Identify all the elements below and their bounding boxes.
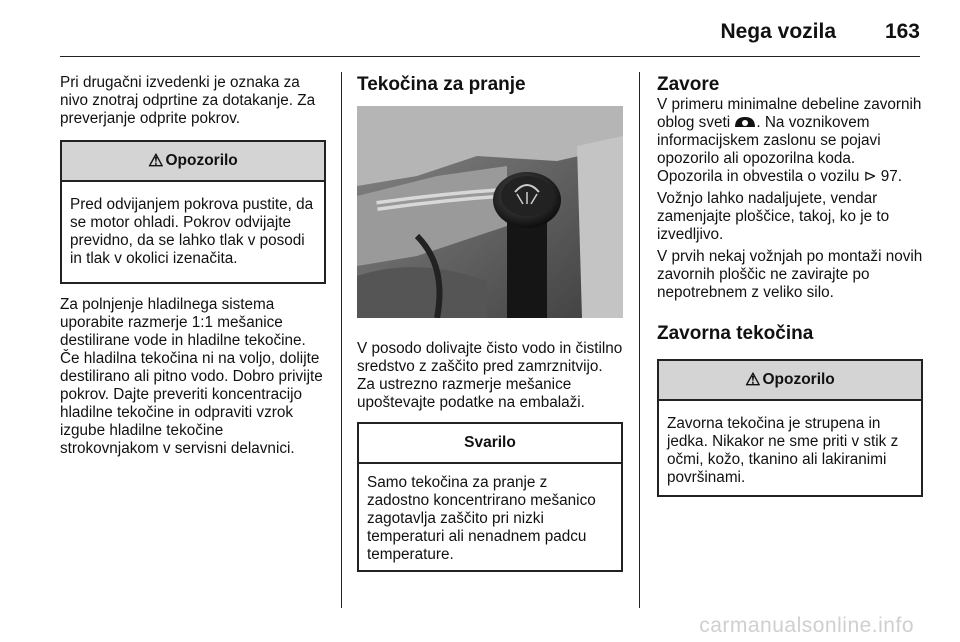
- section-heading: Tekočina za pranje: [357, 74, 526, 95]
- warning-header: [62, 142, 324, 182]
- warning-box: [657, 359, 923, 497]
- warning-text: Pred odvijanjem pokrova pustite, da se motor ohladi. Pokrov odvijajte previdno, da se lahko tlak v posodi in tlak v okolici izenačita.: [70, 196, 314, 267]
- brakes-text-a: V primeru minimalne debeline zavornih oblog sveti: [657, 96, 922, 131]
- intro-paragraph: Pri drugačni izvedenki je oznaka za nivo znotraj odprtine za dotakanje. Za preverjanje odprite pokrov.: [60, 74, 316, 127]
- brakes-page-ref[interactable]: 97.: [880, 168, 902, 185]
- section-heading-brake-fluid: Zavorna tekočina: [657, 323, 814, 344]
- watermark: carmanualsonline.info: [699, 614, 914, 637]
- warning-box: [60, 140, 326, 284]
- column-divider: [639, 72, 640, 608]
- brakes-paragraph-1: [657, 96, 923, 186]
- page-number: 163: [884, 20, 920, 43]
- column-divider: [341, 72, 342, 608]
- page-ref-icon: ⊳: [863, 168, 877, 185]
- notice-title: Svarilo: [359, 424, 621, 464]
- warning-triangle-icon: ⚠: [148, 151, 164, 170]
- notice-box: [357, 422, 623, 572]
- column-1: [60, 74, 326, 458]
- column-2: [357, 74, 623, 572]
- brakes-paragraph-3: V prvih nekaj vožnjah po montaži novih zavornih ploščic ne zavirajte po nepotrebnem z veliko silo.: [657, 248, 923, 301]
- brakes-paragraph-2: Vožnjo lahko nadaljujete, vendar zamenjajte ploščice, takoj, ko je to izvedljivo.: [657, 190, 890, 243]
- page-title: Nega vozila: [720, 20, 836, 43]
- warning-title: Opozorilo: [165, 152, 238, 169]
- brakes-text-b: . Na voznikovem informacijskem zaslonu se pojavi opozorilo ali opozorilna koda. Opozorila in obvestila o vozilu: [657, 114, 881, 185]
- washer-paragraph: V posodo dolivajte čisto vodo in čistilno sredstvo z zaščito pred zamrznitvijo. Za ustrezno razmerje mešanice upoštevajte podatke na embalaži.: [357, 340, 623, 411]
- column-3: [657, 74, 923, 497]
- header-rule: [60, 56, 920, 57]
- warning-text: Zavorna tekočina je strupena in jedka. Nikakor ne sme priti v stik z očmi, kožo, tkanino ali lakiranimi površinami.: [667, 415, 899, 486]
- warning-header: [659, 361, 921, 401]
- coolant-paragraph: Za polnjenje hladilnega sistema uporabite razmerje 1:1 mešanice destilirane vode in hladilne tekočine. Če hladilna tekočina ni na voljo, dolijte destilirano ali pitno vodo. Dobro privijte pokrov. Dajte preveriti koncentracijo hladilne tekočine in odpraviti vzrok izgube hladilne tekočine strokovnjakom v servisni delavnici.: [60, 296, 323, 457]
- notice-text: Samo tekočina za pranje z zadostno koncentrirano mešanico zagotavlja zaščito pri nizki temperaturi ali nenadnem padcu temperature.: [367, 474, 596, 563]
- brake-pad-warning-icon: [734, 115, 756, 128]
- warning-title: Opozorilo: [762, 371, 835, 388]
- warning-triangle-icon: ⚠: [745, 370, 761, 389]
- washer-reservoir-photo: [357, 106, 623, 318]
- section-heading-brakes: Zavore: [657, 74, 720, 95]
